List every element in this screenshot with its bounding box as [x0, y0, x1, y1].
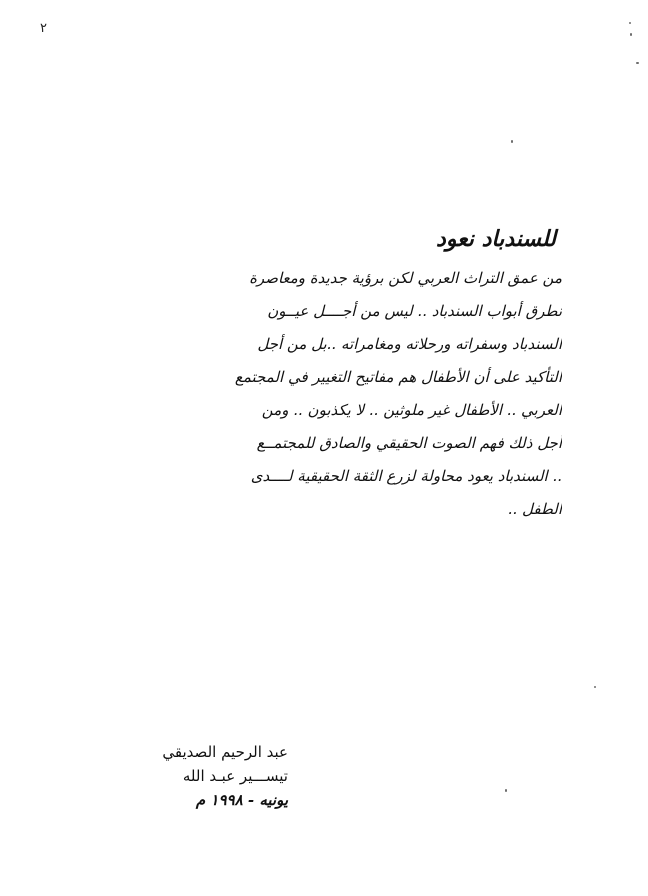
author-name: تيســـير عبـد الله — [182, 767, 288, 785]
signature-date: يونيه - ١٩٩٨ م — [195, 791, 288, 809]
scan-speck — [630, 33, 632, 36]
body-line: نطرق أبواب السندباد .. ليس من أجــــل عيــون — [267, 302, 562, 320]
scan-speck — [594, 686, 596, 688]
scan-speck — [511, 140, 513, 143]
body-line: من عمق التراث العربي لكن برؤية جديدة ومعاصرة — [249, 269, 562, 287]
page-title: للسندباد نعود — [436, 226, 556, 252]
scan-speck — [636, 62, 639, 64]
body-line: العربي .. الأطفال غير ملوثين .. لا يكذبون .. ومن — [261, 401, 562, 419]
author-name: عبد الرحيم الصديقي — [162, 743, 288, 761]
body-paragraph — [120, 262, 562, 526]
page-number: ٢ — [40, 21, 47, 36]
body-line: السندباد وسفراته ورحلاته ومغامراته ..بل من أجل — [257, 335, 562, 353]
signature-block — [138, 740, 288, 812]
body-line: الطفل .. — [507, 500, 562, 518]
scan-speck — [505, 789, 507, 792]
body-line: التأكيد على أن الأطفال هم مفاتيح التغيير في المجتمع — [234, 368, 562, 386]
body-line: .. السندباد يعود محاولة لزرع الثقة الحقيقية لــــدى — [250, 467, 562, 485]
body-line: أجل ذلك فهم الصوت الحقيقي والصادق للمجتمــع — [256, 434, 562, 452]
scan-speck — [629, 22, 631, 24]
